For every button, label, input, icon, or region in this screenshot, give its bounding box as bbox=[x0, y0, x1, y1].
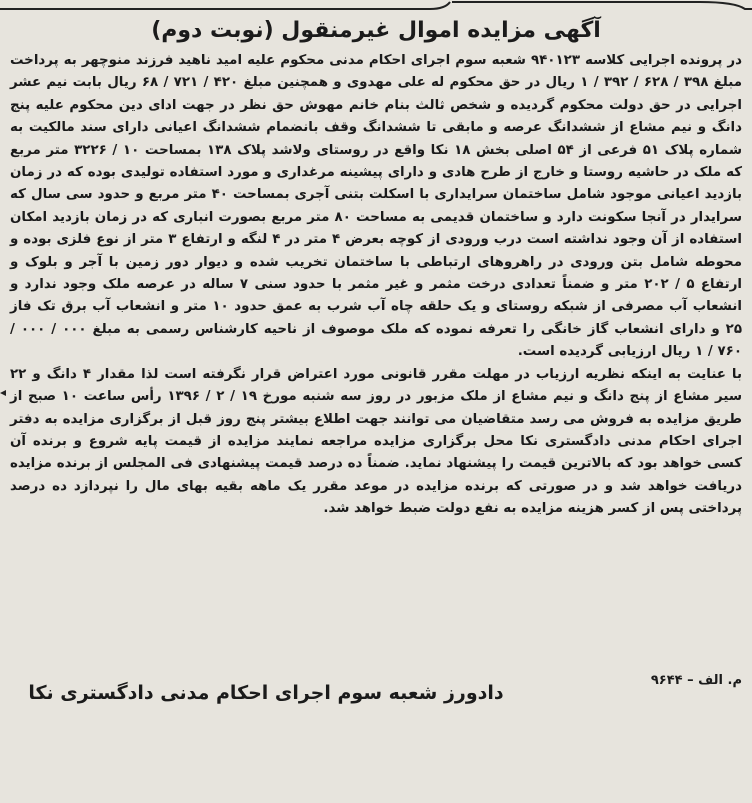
top-border-frame bbox=[0, 0, 752, 14]
reference-number: م. الف – ۹۶۴۴ bbox=[650, 673, 742, 688]
margin-mark-icon bbox=[0, 388, 6, 398]
signature-line: دادورز شعبه سوم اجرای احکام مدنی دادگستری نکا bbox=[28, 682, 504, 704]
notice-paragraph-2: با عنایت به اینکه نظریه ارزیاب در مهلت مقرر قانونی مورد اعتراض قرار نگرفته است لذا مقدار ۴ دانگ و ۲۲ سیر مشاع از پنج دانگ و نیم مشاع از ملک مزبور در روز سه شنبه مورخ ۱۹ / ۲ / ۱۳۹۶ رأس ساعت ۱۰ صبح از طریق مزایده به فروش می رسد متقاضیان می توانند جهت اطلاع بیشتر پنج روز قبل از برگزاری مزایده به دفتر اجرای احکام مدنی دادگستری نکا محل برگزاری مزایده مراجعه نمایند مزایده از قیمت پایه شروع و برنده آن کسی خواهد بود که بالاترین قیمت را پیشنهاد نماید. ضمناً ده درصد قیمت پیشنهادی فی المجلس از برنده مزایده دریافت خواهد شد و در صورتی که برنده مزایده در موعد مقرر یک ماهه بقیه بهای مال را نپردازد ده درصد پرداختی پس از کسر هزینه مزایده به نفع دولت ضبط خواهد شد. bbox=[10, 366, 743, 517]
notice-title: آگهی مزایده اموال غیرمنقول (نوبت دوم) bbox=[151, 18, 601, 43]
notice-body bbox=[10, 50, 742, 521]
notice-paragraph-1: در پرونده اجرایی کلاسه ۹۴۰۱۲۳ شعبه سوم اجرای احکام مدنی محکوم علیه امید ناهید فرزند منوچهر به پرداخت مبلغ ۳۹۸ / ۶۲۸ / ۳۹۲ / ۱ ریال در حق محکوم له علی مهدوی و همچنین مبلغ ۴۲۰ / ۷۲۱ / ۶۸ ریال بابت نیم عشر اجرایی در حق دولت محکوم گردیده و شخص ثالث بنام خانم مهوش حق نظر در جهت ادای دین محکوم علیه پنج دانگ و نیم مشاع از ششدانگ عرصه و مابقی تا ششدانگ وقف بانضمام ششدانگ اعیانی دارای سند مالکیت به شماره پلاک ۵۱ فرعی از ۵۴ اصلی بخش ۱۸ نکا واقع در روستای ولاشد پلاک ۱۳۸ بمساحت ۱۰ / ۳۲۲۶ متر مربع که ملک در حاشیه روستا و خارج از طرح هادی و دارای پیشینه مرغداری و مورد استفاده تولیدی بوده که در زمان بازدید اعیانی موجود شامل ساختمان سرایداری با اسکلت بتنی آجری بمساحت ۴۰ متر مربع و حدود سی سال که سرایدار در آنجا سکونت دارد و ساختمان قدیمی به مساحت ۸۰ متر مربع بصورت انباری که در زمان بازدید امکان استفاده از آن وجود نداشته است درب ورودی از کوچه بعرض ۴ متر در ۴ لنگه و ارتفاع ۳ متر از نوع فلزی بوده و محوطه شامل بتن ورودی در راهروهای ارتباطی با ساختمان تخریب شده و دیوار دور زمین با آجر و بلوک و ارتفاع ۵ / ۲۰۲ متر و ضمناً تعدادی درخت مثمر و غیر مثمر با حدود سنی ۷ ساله در عرصه ملک وجود ندارد و انشعاب آب مصرفی از شبکه روستای و یک حلقه چاه آب شرب به عمق حدود ۱۰ متر و انشعاب آب برق تک فاز ۲۵ و دارای انشعاب گاز خانگی را تعرفه نموده که ملک موصوف از ناحیه کارشناس رسمی به مبلغ ۰۰۰ / ۰۰۰ / ۷۶۰ / ۱ ریال ارزیابی گردیده است. bbox=[10, 53, 743, 360]
